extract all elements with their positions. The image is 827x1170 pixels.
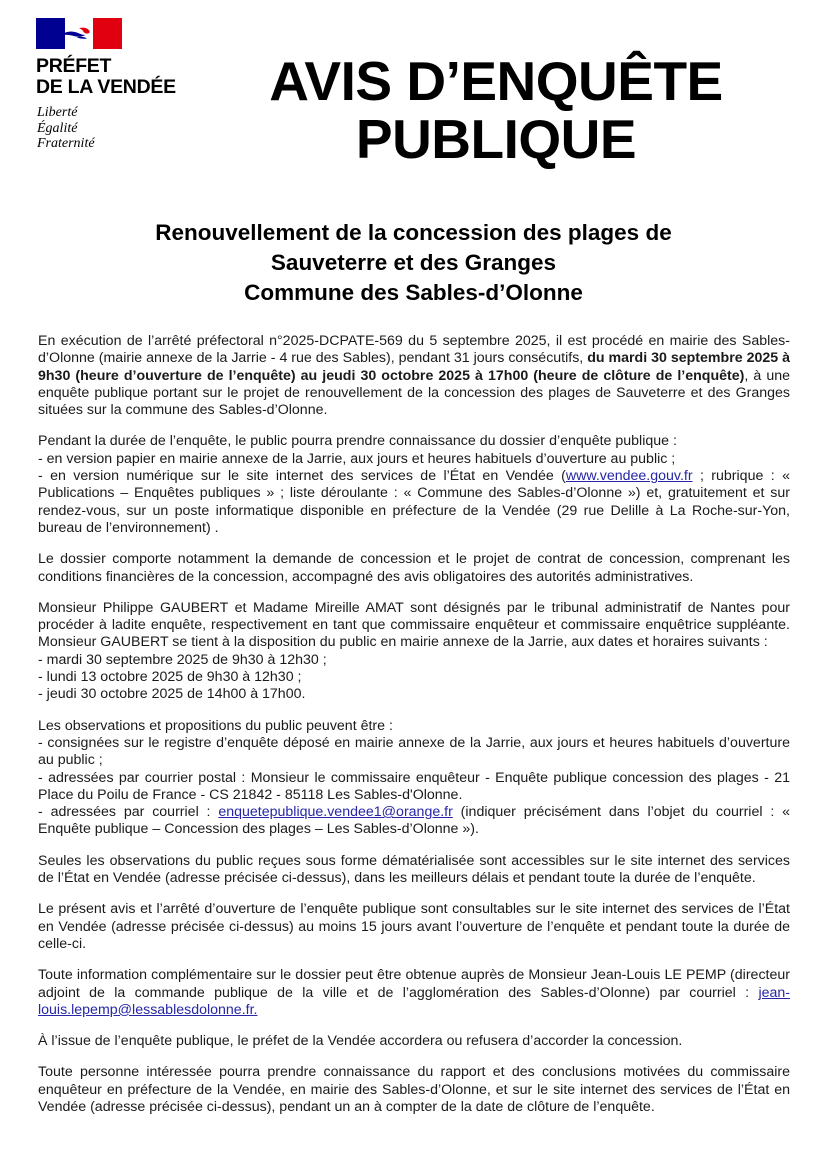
digital-text-before: - en version numérique sur le site internet des services de l’État en Vendée ( — [38, 468, 566, 485]
flag-white-band — [65, 18, 94, 49]
flag-red-band — [93, 18, 122, 49]
dossier-access-item-digital — [38, 468, 790, 536]
page-title-line2: PUBLIQUE — [355, 108, 637, 170]
permanence-date-3: - jeudi 30 octobre 2025 de 14h00 à 17h00. — [38, 686, 306, 703]
notice-body — [38, 333, 790, 1116]
paragraph-contact — [38, 967, 790, 1019]
contact-email-link[interactable]: jean-louis.lepemp@lessablesdolonne.fr. — [38, 984, 790, 1018]
paragraph-dossier-access — [38, 433, 790, 537]
authority-name-line2: DE LA VENDÉE — [36, 76, 176, 98]
motto-fraternite: Fraternité — [37, 136, 95, 151]
permanence-date-2: - lundi 13 octobre 2025 de 9h30 à 12h30 ; — [38, 669, 302, 686]
paragraph-dossier-content: Le dossier comporte notamment la demande de concession et le projet de contrat de concession, comprenant les conditions financières de la concession, accompagné des avis obligatoires des autorités administratives. — [38, 551, 790, 585]
paragraph-decision: À l’issue de l’enquête publique, le préfet de la Vendée accordera ou refusera d’accorder la concession. — [38, 1033, 683, 1050]
email-text-before: - adressées par courriel : — [38, 804, 219, 821]
observations-intro: Les observations et propositions du public peuvent être : — [38, 717, 393, 734]
motto-liberte: Liberté — [37, 105, 78, 120]
permanence-date-1: - mardi 30 septembre 2025 de 9h30 à 12h30 ; — [38, 651, 327, 668]
observations-item-email — [38, 804, 790, 837]
commissaire-email-link[interactable]: enquetepublique.vendee1@orange.fr — [218, 804, 453, 821]
subtitle-line2: Sauveterre et des Granges — [270, 250, 557, 275]
authority-name-line1: PRÉFET — [36, 55, 112, 77]
paragraph-observations — [38, 718, 790, 839]
website-link[interactable]: www.vendee.gouv.fr — [565, 468, 693, 485]
commissioners-text: Monsieur Philippe GAUBERT et Madame Mireille AMAT sont désignés par le tribunal administratif de Nantes pour procéder à ladite enquête, respectivement en tant que commissaire enquêteur et commissaire enquêtrice suppléante. Monsieur GAUBERT se tient à la disposition du public en mairie annexe de la Jarrie, aux dates et horaires suivants : — [38, 599, 790, 651]
document-header — [0, 0, 827, 218]
french-flag-icon — [36, 18, 122, 49]
digital-text-after: ; rubrique : « Publications – Enquêtes publiques » ; liste déroulante : « Commune des Sables-d’Olonne ») et, gratuitement et sur rendez-vous, sur un poste informatique disponible en préfecture de la Vendée (29 rue Delille à La Roche-sur-Yon, bureau de l’environnement) . — [38, 468, 790, 536]
dossier-access-intro: Pendant la durée de l’enquête, le public pourra prendre connaissance du dossier d’enquête publique : — [38, 433, 677, 450]
paragraph-dematerialized: Seules les observations du public reçues sous forme dématérialisée sont accessibles sur le site internet des services de l’État en Vendée (adresse précisée ci-dessus), dans les meilleurs délais et pendant toute la durée de l’enquête. — [38, 852, 790, 887]
page-title — [185, 52, 807, 168]
contact-text: Toute information complémentaire sur le dossier peut être obtenue auprès de Monsieur Jean-Louis LE PEMP (directeur adjoint de la commande publique de la ville et de l’agglomération des Sables-d’Olonne) par courriel : — [38, 967, 790, 1001]
paragraph-decree — [38, 333, 790, 419]
subtitle-line3: Commune des Sables-d’Olonne — [244, 280, 583, 305]
motto-egalite: Égalité — [37, 120, 78, 136]
decree-dates-bold: du mardi 30 septembre 2025 à 9h30 (heure d’ouverture de l’enquête) au jeudi 30 octobre 2025 à 17h00 (heure de clôture de l’enquête) — [38, 350, 790, 384]
email-text-after: (indiquer précisément dans l’objet du courriel : « Enquête publique – Concession des plages – Les Sables-d’Olonne »). — [38, 804, 790, 838]
decree-text-before: En exécution de l’arrêté préfectoral n°2025-DCPATE-569 du 5 septembre 2025, il est procédé en mairie des Sables-d’Olonne (mairie annexe de la Jarrie - 4 rue des Sables), pendant 31 jours consécutifs, — [38, 333, 790, 367]
page-subtitle — [45, 218, 782, 308]
paragraph-notice-availability: Le présent avis et l’arrêté d’ouverture de l’enquête publique sont consultables sur le site internet des services de l’État en Vendée (adresse précisée ci-dessus) au moins 15 jours avant l’ouverture de l’enquête et pendant toute la durée de celle-ci. — [38, 901, 790, 952]
observations-item-postal: - adressées par courrier postal : Monsieur le commissaire enquêteur - Enquête publique concession des plages - 21 Place du Poilu de France - CS 21842 - 85118 Les Sables-d'Olonne. — [38, 769, 790, 803]
page-title-line1: AVIS D’ENQUÊTE — [269, 50, 723, 112]
paragraph-commissioners — [38, 600, 790, 704]
paragraph-report-access: Toute personne intéressée pourra prendre connaissance du rapport et des conclusions motivées du commissaire enquêteur en préfecture de la Vendée, en mairie des Sables-d’Olonne, et sur le site internet des services de l’État en Vendée (adresse précisée ci-dessus), pendant un an à compter de la date de clôture de l’enquête. — [38, 1064, 790, 1115]
subtitle-line1: Renouvellement de la concession des plages de — [155, 220, 672, 245]
decree-text-after: , à une enquête publique portant sur le projet de renouvellement de la concession des plages de Sauveterre et des Granges situées sur la commune des Sables-d’Olonne. — [38, 367, 791, 419]
dossier-access-item-paper: - en version papier en mairie annexe de la Jarrie, aux jours et heures habituels d’ouverture au public ; — [38, 450, 676, 467]
observations-item-register: - consignées sur le registre d’enquête déposé en mairie annexe de la Jarrie, aux jours et heures habituels d’ouverture au public ; — [38, 734, 790, 769]
